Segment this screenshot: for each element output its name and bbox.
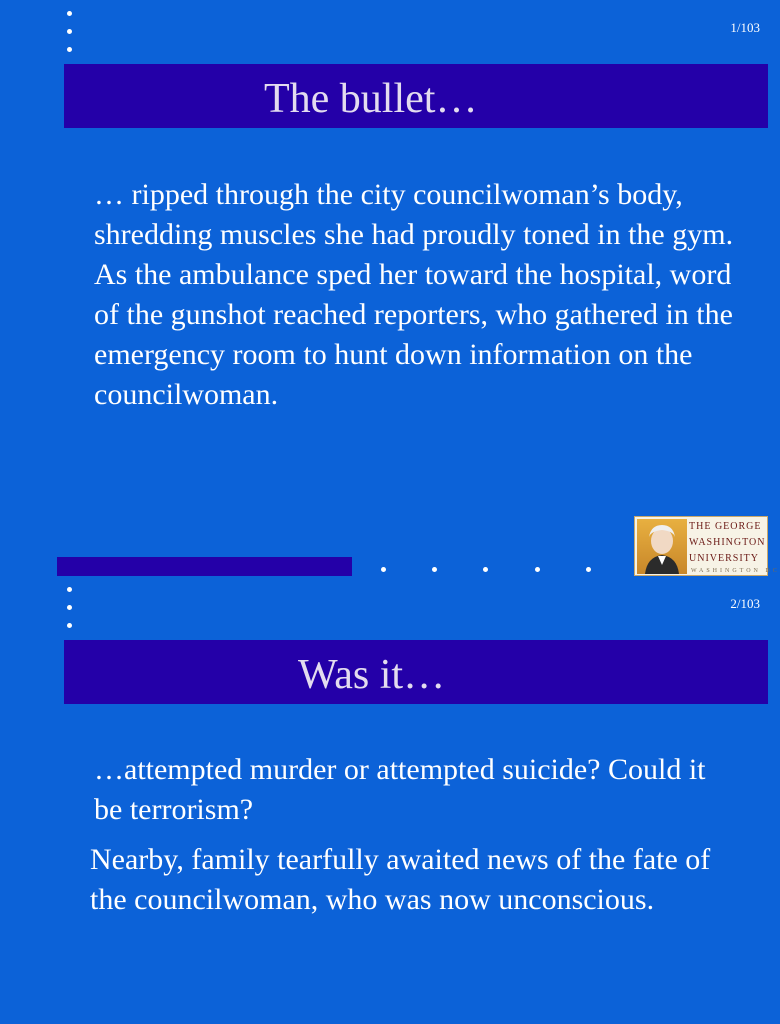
bullet-dot-icon xyxy=(67,587,72,592)
university-logo xyxy=(634,516,780,576)
logo-line-1: THE GEORGE xyxy=(689,521,762,532)
title-bar xyxy=(64,640,768,704)
footer-dot-icon xyxy=(381,567,386,572)
logo-line-3: UNIVERSITY xyxy=(689,553,759,564)
slide-2 xyxy=(0,576,768,1024)
bullet-dot-icon xyxy=(67,47,72,52)
slide-body-text: … ripped through the city councilwoman’s body, shredding muscles she had proudly toned in the gym. As the ambulance sped her toward the hospital, word of the gunshot reached reporters, who gathered in the emergency room to hunt down information on the councilwoman. xyxy=(94,178,734,411)
logo-wordmark xyxy=(689,519,765,567)
washington-portrait-icon xyxy=(637,519,687,574)
page-number: 2/103 xyxy=(730,596,760,611)
footer-dot-icon xyxy=(432,567,437,572)
footer-dot-icon xyxy=(483,567,488,572)
slide-body-text: Nearby, family tearfully awaited news of the fate of the councilwoman, who was now unconscious. xyxy=(90,843,711,916)
logo-subline: WASHINGTON DC xyxy=(691,568,780,574)
bullet-dot-icon xyxy=(67,605,72,610)
bullet-dot-icon xyxy=(67,623,72,628)
slide-title: The bullet… xyxy=(264,76,478,122)
bullet-dot-icon xyxy=(67,29,72,34)
logo-line-2: WASHINGTON xyxy=(689,537,766,548)
bullet-dot-icon xyxy=(67,11,72,16)
slide-title: Was it… xyxy=(298,652,446,698)
title-bar xyxy=(64,64,768,128)
footer-dot-icon xyxy=(586,567,591,572)
slide-body-text: …attempted murder or attempted suicide? Could it be terrorism? xyxy=(94,753,706,826)
page-number: 1/103 xyxy=(730,20,760,35)
footer-bar xyxy=(57,557,352,576)
footer-dot-icon xyxy=(535,567,540,572)
